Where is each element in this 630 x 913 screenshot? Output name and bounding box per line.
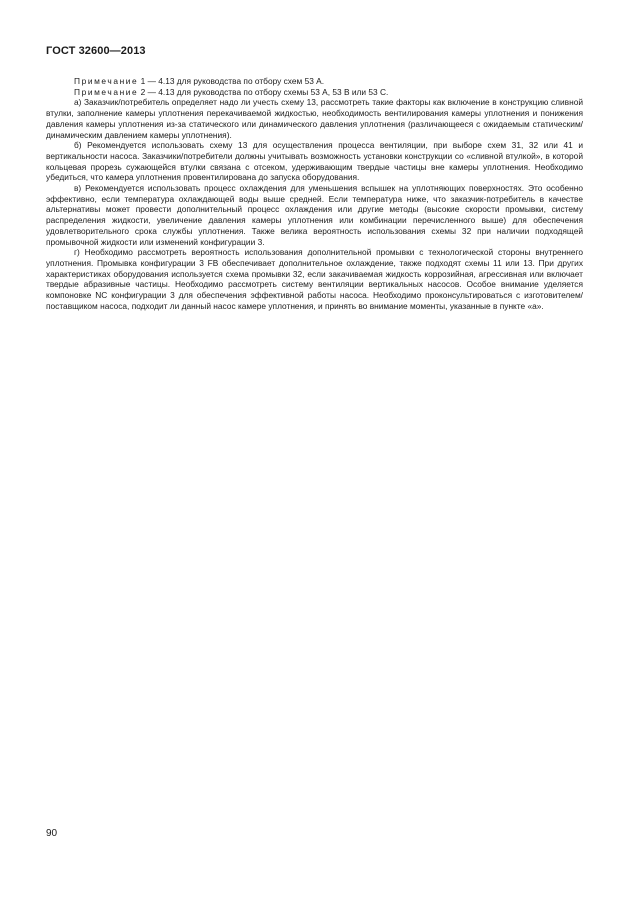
note-1-text: 1 — 4.13 для руководства по отбору схем 53 А.: [138, 76, 325, 86]
note-1: [46, 76, 583, 87]
note-1-label: Примечание: [74, 76, 139, 86]
note-2-text: 2 — 4.13 для руководства по отбору схемы 53 А, 53 В или 53 С.: [138, 86, 389, 97]
paragraph-g: г) Необходимо рассмотреть вероятность использования дополнительной промывки с технологической стороны внутреннего уплотнения. Промывка конфигурации 3 FB обеспечивает дополнительное охлаждение, также подходят схемы 11 или 13. При других характеристиках оборудования используется схема промывки 32, если закачиваемая жидкость коррозийная, агрессивная или включает твердые абразивные частицы. Необходимо рассмотреть систему вентиляции вертикальных насосов. Особое внимание уделяется компоновке NC конфигурации 3 для обеспечения эффективной работы насоса. Необходимо проконсультироваться с изготовителем/поставщиком насоса, подходит ли данный насос камере уплотнения, и принять во внимание моменты, указанные в пункте «а».: [46, 247, 583, 311]
note-2: [46, 87, 583, 98]
note-2-label: Примечание: [74, 86, 139, 97]
paragraph-a: а) Заказчик/потребитель определяет надо ли учесть схему 13, рассмотреть такие факторы как включение в конструкцию сливной втулки, заполнение камеры уплотнения перекачиваемой жидкостью, необходимость вентилирования камеры уплотнения и понижения давления камеры уплотнения из-за статического или динамического давления уплотнения (различающееся с ожидаемым статическим/динамическим давлением камеры уплотнения).: [46, 97, 583, 140]
page-number: 90: [46, 828, 58, 839]
page-body: [46, 76, 583, 311]
paragraph-b: б) Рекомендуется использовать схему 13 для осуществления процесса вентиляции, при выборе схем 31, 32 или 41 и вертикальности насоса. Заказчики/потребители должны учитывать возможность установки конструкции со «сливной втулкой», в которой кольцевая прорезь сужающейся втулки связана с отсеком, удерживающим твердые частицы вне камеры уплотнения. Необходимо убедиться, что камера уплотнения провентилирована до запуска оборудования.: [46, 140, 583, 183]
document-code: ГОСТ 32600—2013: [46, 45, 146, 57]
paragraph-v: в) Рекомендуется использовать процесс охлаждения для уменьшения вспышек на уплотняющих поверхностях. Это особенно эффективно, если температура охлаждающей воды выше средней. Если температура ниже, что заказчик-потребитель в качестве альтернативы может провести дополнительный процесс охлаждения или другие методы (высокие скорости промывки, систему распределения жидкости, увеличение давления камеры уплотнения или комбинации перечисленного выше) для обеспечения удовлетворительного срока службы уплотнения. Также велика вероятность использования схемы 32 при наличии подходящей промывочной жидкости или изменений конфигурации 3.: [46, 183, 583, 247]
